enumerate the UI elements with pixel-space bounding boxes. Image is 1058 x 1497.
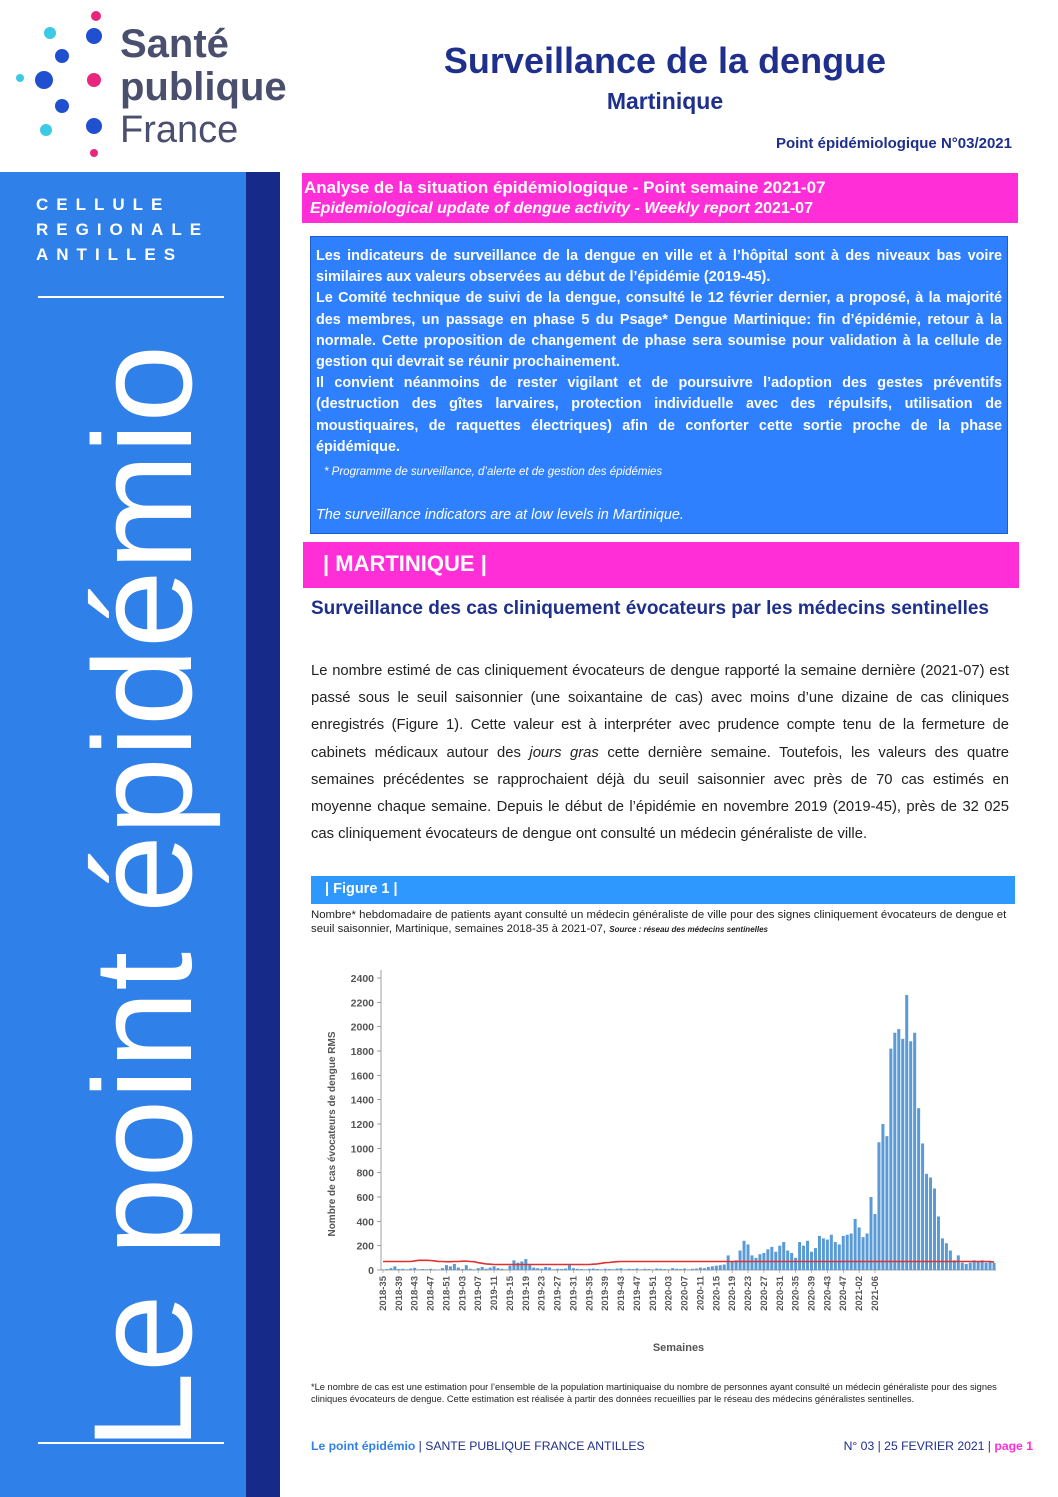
- bar: [731, 1261, 734, 1270]
- bar: [881, 1124, 884, 1270]
- bar: [877, 1142, 880, 1270]
- bar: [508, 1266, 511, 1270]
- bar: [631, 1269, 634, 1270]
- bar: [917, 1108, 920, 1270]
- bar: [405, 1269, 408, 1270]
- bar: [802, 1246, 805, 1270]
- x-tick-label: 2020-43: [822, 1276, 834, 1311]
- analysis-title-fr: Analyse de la situation épidémiologique - Point semaine 2021-07: [304, 178, 826, 197]
- bar: [465, 1265, 468, 1270]
- bar: [909, 1041, 912, 1270]
- figure-caption-text: Nombre* hebdomadaire de patients ayant consulté un médecin généraliste de ville pour des signes cliniquement évocateurs de dengue et seuil saisonnier, Martinique, semaines 2018-35 à 2021-07,: [311, 909, 1007, 935]
- bar: [489, 1268, 492, 1270]
- bar: [945, 1243, 948, 1270]
- bar: [870, 1197, 873, 1270]
- bar: [993, 1263, 996, 1270]
- bar: [481, 1267, 484, 1270]
- bar: [754, 1258, 757, 1270]
- bar: [929, 1178, 932, 1270]
- y-tick-label: 1000: [350, 1143, 374, 1156]
- bulletin-number: Point épidémiologique N°03/2021: [775, 135, 1012, 152]
- bar: [699, 1268, 702, 1270]
- bar: [461, 1269, 464, 1270]
- body-italic: jours gras: [529, 744, 599, 761]
- summary-paragraph-1: Les indicateurs de surveillance de la dengue en ville et à l’hôpital sont à des niveaux bas voire similaires aux valeurs observées au début de l’épidémie (2019-45).: [316, 248, 1002, 286]
- cellule-line2: REGIONALE: [36, 220, 210, 239]
- x-tick-label: 2019-31: [568, 1276, 580, 1311]
- bar: [977, 1261, 980, 1270]
- bar: [850, 1234, 853, 1271]
- bar: [568, 1265, 571, 1270]
- bar: [635, 1269, 638, 1270]
- bar: [501, 1269, 504, 1270]
- bar: [838, 1244, 841, 1270]
- bar: [544, 1267, 547, 1270]
- section-title: Surveillance des cas cliniquement évocateurs par les médecins sentinelles: [311, 598, 989, 619]
- bar: [933, 1188, 936, 1270]
- bar: [846, 1235, 849, 1270]
- bar: [687, 1269, 690, 1270]
- bar: [445, 1265, 448, 1270]
- logo-dot: [35, 71, 53, 89]
- x-tick-label: 2019-43: [616, 1276, 627, 1311]
- bar: [655, 1269, 658, 1270]
- bar: [743, 1241, 746, 1270]
- bar: [421, 1269, 424, 1270]
- analysis-banner: [302, 173, 1018, 223]
- bar: [925, 1174, 928, 1270]
- figure-footnote: *Le nombre de cas est une estimation pour l’ensemble de la population martiniquaise du nombre de personnes ayant consulté un médecin généraliste pour des signes cliniques évocateurs de dengue. Cette estimation est réalisée à partir des données recueillies par le réseau des médecins généralistes sentinelles.: [311, 1382, 997, 1404]
- bar: [901, 1039, 904, 1270]
- x-tick-label: 2020-07: [679, 1276, 691, 1311]
- x-tick-label: 2018-43: [409, 1276, 421, 1311]
- bar: [604, 1269, 607, 1270]
- bar: [834, 1242, 837, 1270]
- bar: [854, 1219, 857, 1270]
- y-tick-label: 2200: [350, 997, 374, 1010]
- bar: [596, 1269, 599, 1270]
- bar: [889, 1049, 892, 1270]
- bar: [600, 1269, 603, 1270]
- x-tick-label: 2018-47: [425, 1276, 437, 1311]
- x-tick-label: 2020-11: [695, 1276, 707, 1311]
- bar: [433, 1269, 436, 1270]
- bar: [941, 1238, 944, 1270]
- footer-org: | SANTE PUBLIQUE FRANCE ANTILLES: [415, 1439, 645, 1453]
- logo-dot: [91, 11, 101, 21]
- bar: [528, 1265, 531, 1270]
- bar: [548, 1268, 551, 1270]
- x-tick-label: 2019-51: [647, 1276, 659, 1311]
- bar: [592, 1269, 595, 1270]
- x-tick-label: 2019-07: [473, 1276, 485, 1311]
- bar: [683, 1269, 686, 1270]
- y-tick-label: 800: [356, 1167, 374, 1180]
- bar: [750, 1255, 753, 1270]
- bar: [385, 1269, 388, 1270]
- x-tick-label: 2020-19: [727, 1276, 739, 1311]
- bar: [381, 1269, 384, 1270]
- footer-right: [844, 1439, 1033, 1453]
- bar: [830, 1235, 833, 1270]
- bar: [536, 1268, 539, 1270]
- logo-dot: [86, 28, 102, 44]
- y-tick-label: 2000: [350, 1021, 374, 1034]
- bar: [723, 1265, 726, 1270]
- vertical-title: Le point épidémio: [64, 344, 221, 1450]
- bar: [703, 1268, 706, 1270]
- logo-wordmark: [120, 24, 287, 149]
- bar: [556, 1269, 559, 1270]
- cellule-line1: CELLULE: [36, 195, 171, 214]
- bar: [425, 1269, 428, 1270]
- bar: [572, 1268, 575, 1270]
- logo-dot: [87, 73, 101, 87]
- x-tick-label: 2020-27: [758, 1276, 770, 1311]
- sidebar-stripe: [246, 172, 280, 1497]
- bar: [401, 1269, 404, 1270]
- region-banner-label: | MARTINIQUE |: [323, 551, 487, 576]
- cellule-line3: ANTILLES: [36, 245, 184, 264]
- region-banner: [303, 542, 1019, 588]
- bar: [695, 1269, 698, 1270]
- bar: [647, 1269, 650, 1270]
- analysis-title-en-text: Epidemiological update of dengue activity - Weekly report: [310, 200, 750, 217]
- summary-box: [310, 236, 1008, 534]
- bar: [651, 1269, 654, 1270]
- summary-paragraph-2: Le Comité technique de suivi de la dengue, consulté le 12 février dernier, a proposé, à la majorité des membres, un passage en phase 5 du Psage* Dengue Martinique: fin d’épidémie, retour à la normale. Cette proposition de changement de phase sera soumise pour validation à la cellule de gestion qui devrait se réunir prochainement.: [316, 290, 1002, 371]
- y-tick-label: 1200: [350, 1119, 374, 1131]
- footer-brand: Le point épidémio: [311, 1439, 416, 1453]
- x-axis-title: Semaines: [652, 1342, 705, 1354]
- bar: [707, 1267, 710, 1270]
- section-body: [311, 658, 1009, 848]
- page-title: Surveillance de la dengue: [443, 40, 887, 81]
- x-tick-label: 2019-39: [600, 1276, 612, 1311]
- bar: [552, 1269, 555, 1270]
- bar: [691, 1269, 694, 1270]
- body-part-a: Le nombre estimé de cas cliniquement évocateurs de dengue rapporté la semaine dernière (2021-07) est passé sous le seuil saisonnier (une soixantaine de cas) avec moins d’une dizaine de cas cliniques enregistrés (Figure 1). Cette valeur est à interpréter avec prudence compte tenu de la fermeture de cabinets médicaux autour des: [311, 663, 1009, 761]
- bar: [532, 1268, 535, 1270]
- bar: [624, 1269, 627, 1270]
- figure-source: Source : réseau des médecins sentinelles: [609, 925, 768, 934]
- y-tick-label: 2400: [350, 973, 374, 985]
- summary-note: * Programme de surveillance, d’alerte et de gestion des épidémies: [324, 466, 663, 479]
- logo-dots: [14, 8, 114, 158]
- bar: [989, 1261, 992, 1270]
- bar: [957, 1255, 960, 1270]
- bar: [441, 1268, 444, 1270]
- x-tick-label: 2019-27: [552, 1276, 564, 1311]
- figure-caption: [311, 908, 1015, 937]
- bar: [711, 1266, 714, 1270]
- bar: [469, 1269, 472, 1270]
- bar: [675, 1269, 678, 1270]
- bar: [806, 1241, 809, 1270]
- x-tick-label: 2020-03: [663, 1276, 675, 1311]
- bar: [885, 1136, 888, 1270]
- bar: [913, 1033, 916, 1270]
- bar: [842, 1236, 845, 1270]
- logo-dot: [55, 99, 69, 113]
- footer-date: N° 03 | 25 FEVRIER 2021 |: [843, 1439, 995, 1453]
- bar: [786, 1251, 789, 1270]
- x-tick-label: 2019-23: [536, 1276, 548, 1311]
- bar: [897, 1029, 900, 1270]
- logo-line2: publique: [120, 65, 287, 109]
- bar: [627, 1269, 630, 1270]
- y-tick-label: 1800: [350, 1046, 374, 1058]
- bar: [739, 1251, 742, 1270]
- bar: [616, 1269, 619, 1270]
- bar: [639, 1269, 642, 1270]
- page-footer: [311, 1439, 1033, 1453]
- bar: [453, 1264, 456, 1270]
- bar: [659, 1269, 662, 1270]
- bar: [921, 1143, 924, 1270]
- bar: [564, 1269, 567, 1270]
- bar: [584, 1269, 587, 1270]
- bar: [747, 1244, 750, 1270]
- analysis-title-en-week: 2021-07: [749, 200, 813, 217]
- bar: [540, 1269, 543, 1270]
- page-subtitle: Martinique: [606, 88, 724, 114]
- bar: [608, 1269, 611, 1270]
- logo-dot: [40, 124, 52, 136]
- bar: [504, 1269, 507, 1270]
- bar: [643, 1269, 646, 1270]
- logo-dot: [55, 49, 69, 63]
- x-tick-label: 2018-51: [441, 1276, 453, 1311]
- bar: [949, 1251, 952, 1270]
- bar: [782, 1242, 785, 1270]
- x-tick-label: 2019-15: [505, 1276, 516, 1311]
- bar: [905, 995, 908, 1270]
- x-tick-label: 2020-39: [806, 1276, 818, 1311]
- x-tick-label: 2019-19: [520, 1276, 532, 1311]
- bar: [985, 1263, 988, 1270]
- bar: [576, 1269, 579, 1270]
- bar: [671, 1268, 674, 1270]
- bar: [493, 1266, 496, 1270]
- y-tick-label: 200: [356, 1240, 374, 1253]
- bar: [969, 1263, 972, 1270]
- dengue-chart: [311, 960, 1015, 1360]
- x-tick-label: 2020-31: [774, 1276, 786, 1311]
- x-tick-label: 2019-47: [631, 1276, 643, 1311]
- y-tick-label: 1400: [350, 1094, 374, 1107]
- x-tick-label: 2020-35: [790, 1276, 802, 1311]
- bar: [866, 1234, 869, 1271]
- x-tick-label: 2018-39: [393, 1276, 405, 1311]
- y-tick-label: 400: [356, 1216, 374, 1229]
- y-tick-label: 0: [368, 1265, 374, 1277]
- bar: [798, 1242, 801, 1270]
- bar: [818, 1236, 821, 1270]
- x-tick-label: 2019-03: [457, 1276, 469, 1311]
- summary-paragraph-3: Il convient néanmoins de rester vigilant et de poursuivre l’adoption des gestes préventifs (destruction des gîtes larvaires, protection individuelle avec des répulsifs, utilisation de moustiquaires, de raquettes électriques) afin de conforter cette sortie proche de la phase épidémique.: [316, 375, 1002, 455]
- bar: [961, 1263, 964, 1270]
- bar: [497, 1268, 500, 1270]
- body-part-b: cette dernière semaine. Toutefois, les valeurs des quatre semaines précédentes se rapprochaient déjà du seuil saisonnier avec près de 70 cas estimés en moyenne chaque semaine. Depuis le début de l’épidémie en novembre 2019 (2019-45), près de 32 025 cas cliniquement évocateurs de dengue ont consulté un médecin généraliste de ville.: [311, 744, 1010, 843]
- x-tick-label: 2020-23: [743, 1276, 754, 1311]
- bar: [858, 1227, 861, 1270]
- bar: [715, 1266, 718, 1270]
- logo-dot: [16, 74, 24, 82]
- bar: [667, 1269, 670, 1270]
- bar: [766, 1249, 769, 1270]
- bar: [417, 1269, 420, 1270]
- bar: [770, 1247, 773, 1270]
- bar: [719, 1265, 722, 1270]
- bar: [893, 1033, 896, 1270]
- bar: [397, 1269, 400, 1270]
- logo-dot: [86, 118, 102, 134]
- x-tick-label: 2020-15: [711, 1276, 723, 1311]
- logo-dot: [90, 149, 98, 157]
- logo-line3: France: [120, 109, 239, 151]
- bar: [409, 1269, 412, 1270]
- bar: [477, 1268, 480, 1270]
- y-tick-label: 1600: [350, 1070, 374, 1083]
- bar: [457, 1268, 460, 1270]
- analysis-title-en: [310, 200, 813, 218]
- figure-band: [311, 876, 1015, 904]
- footer-left: [311, 1439, 645, 1453]
- bar: [663, 1269, 666, 1270]
- bar: [389, 1268, 392, 1270]
- footer-page: page 1: [994, 1439, 1033, 1453]
- bar: [727, 1255, 730, 1270]
- y-axis-title: Nombre de cas évocateurs de dengue RMS: [327, 1031, 338, 1237]
- logo-line1: Santé: [120, 22, 229, 66]
- bar: [965, 1264, 968, 1270]
- bar: [560, 1269, 563, 1270]
- logo-dot: [44, 27, 56, 39]
- bar: [814, 1248, 817, 1270]
- x-tick-label: 2019-35: [584, 1276, 596, 1311]
- bar: [580, 1269, 583, 1270]
- bar: [429, 1269, 432, 1270]
- bar: [393, 1266, 396, 1270]
- bar: [449, 1266, 452, 1270]
- bar: [413, 1268, 416, 1270]
- bar: [679, 1269, 682, 1270]
- x-tick-label: 2018-35: [378, 1276, 389, 1311]
- bar: [826, 1240, 829, 1270]
- summary-english: The surveillance indicators are at low levels in Martinique.: [316, 507, 684, 524]
- bar: [862, 1237, 865, 1270]
- bar: [778, 1246, 781, 1270]
- x-tick-label: 2020-47: [838, 1276, 850, 1311]
- bar: [520, 1261, 523, 1270]
- figure-label: | Figure 1 |: [325, 881, 398, 897]
- bar: [473, 1269, 476, 1270]
- x-tick-label: 2021-06: [870, 1276, 881, 1311]
- bar: [612, 1269, 615, 1270]
- x-tick-label: 2021-02: [854, 1276, 866, 1311]
- bar: [822, 1238, 825, 1270]
- bar: [485, 1269, 488, 1270]
- bar: [620, 1268, 623, 1270]
- bar: [588, 1269, 591, 1270]
- y-tick-label: 600: [356, 1192, 374, 1204]
- x-tick-label: 2019-11: [489, 1276, 501, 1311]
- bar: [794, 1258, 797, 1270]
